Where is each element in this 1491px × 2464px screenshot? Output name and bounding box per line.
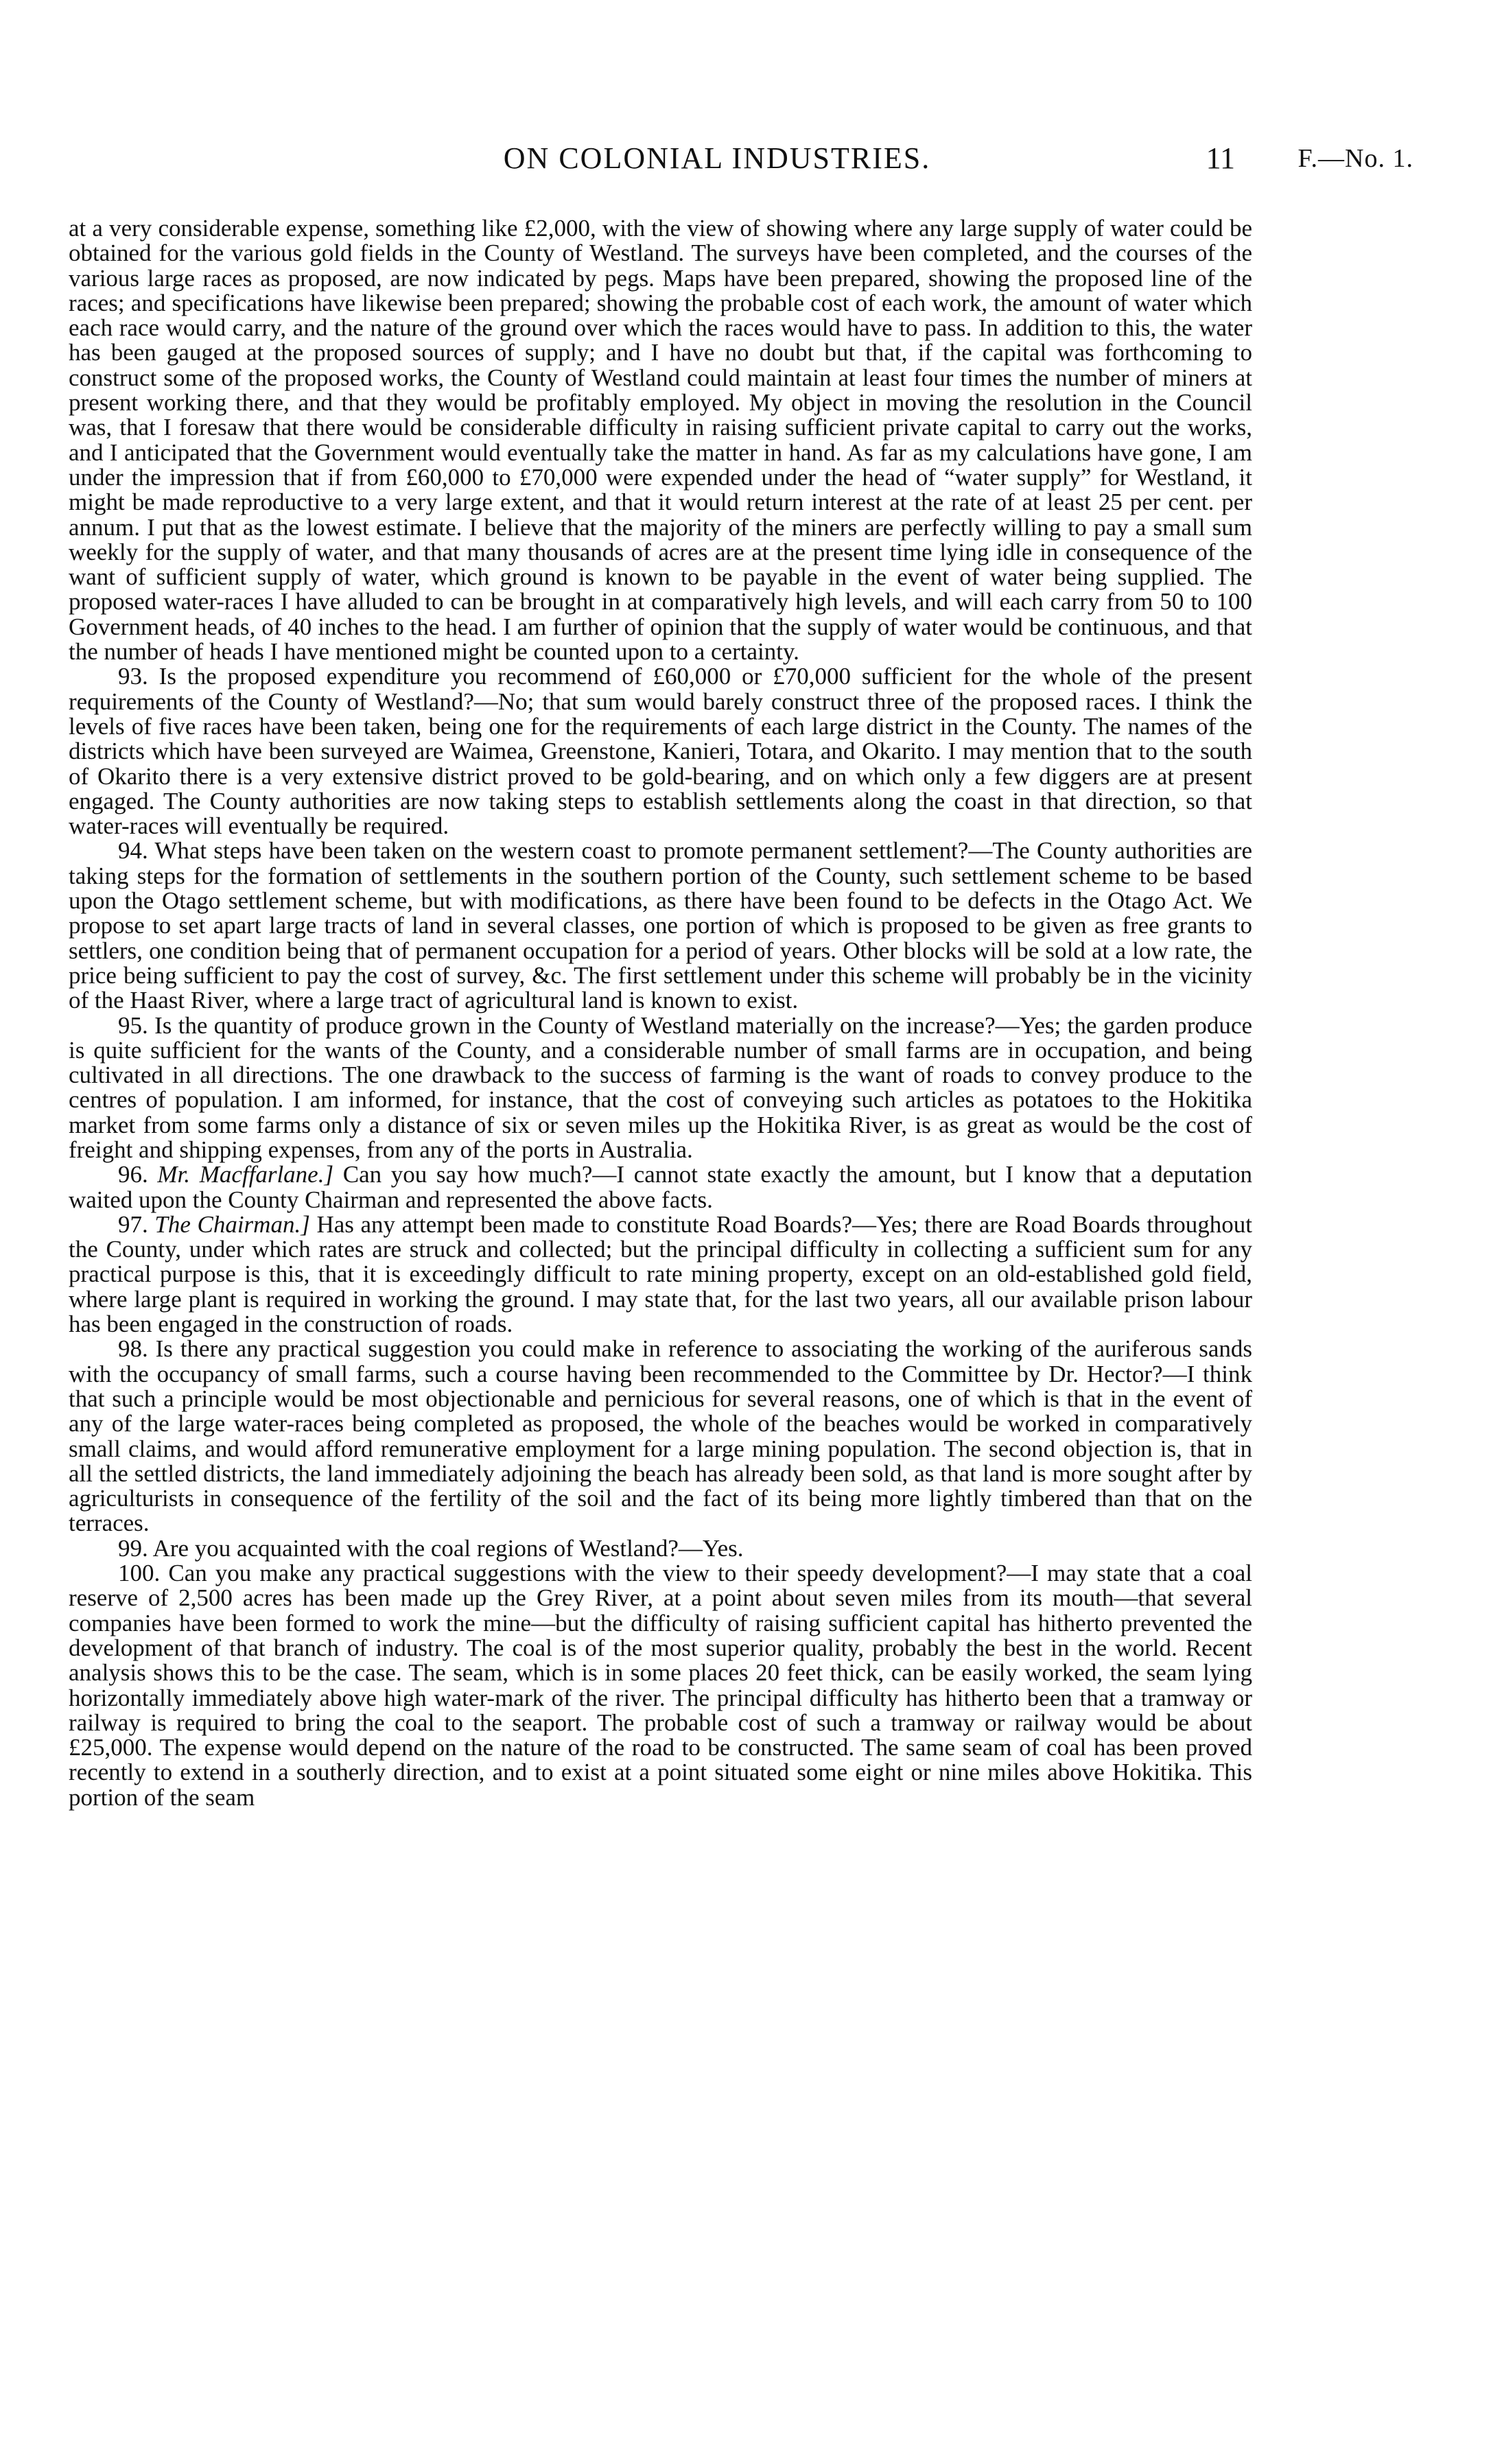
paragraph-text: Is the proposed expenditure you recommend of £60,000 or £70,000 sufficient for the whole of the present requirements of the County of Westland?—No; that sum would barely construct three of the proposed races. I think the levels of five races have been taken, being one for the requirements of each large district in the County. The names of the districts which have been surveyed are Waimea, Greenstone, Kanieri, Totara, and Okarito. I may mention that to the south of Okarito there is a very extensive district proved to be gold-bearing, and on which only a few diggers are at present engaged. The County authorities are now taking steps to establish settlements along the coast in that direction, so that water-races will eventually be required. (69, 663, 1253, 840)
question-number: 99. (118, 1534, 148, 1562)
page-number: 11 (1206, 141, 1235, 175)
paragraph-text: Is there any practical suggestion you could make in reference to associating the working of the auriferous sands with the occupancy of small farms, such a course having been recommended to the Committee by Dr. Hector?—I think that such a principle would be most objectionable and pernicious for several reasons, one of which is that in the event of any of the large water-races being completed as proposed, the whole of the beaches would be worked in comparatively small claims, and would afford remunerative employment for a large mining population. The second objection is, that in all the settled districts, the land immediately adjoining the beach has already been sold, as that land is more sought after by agriculturists in consequence of the fertility of the soil and the fact of its being more lightly timbered than that on the terraces. (69, 1335, 1253, 1537)
question-100 (69, 1561, 1252, 1810)
question-number: 94. (118, 837, 148, 865)
paragraph-text: at a very considerable expense, something like £2,000, with the view of showing where any large supply of water could be obtained for the various gold fields in the County of Westland. The surveys have been completed, and the courses of the various large races as proposed, are now indicated by pegs. Maps have been prepared, showing the proposed line of the races; and specifications have likewise been prepared; showing the probable cost of each work, the amount of water which each race would carry, and the nature of the ground over which the races would have to pass. In addition to this, the water has been gauged at the proposed sources of supply; and I have no doubt but that, if the capital was forthcoming to construct some of the proposed works, the County of Westland could maintain at least four times the number of miners at present working there, and that they would be profitably employed. My object in moving the resolution in the Council was, that I foresaw that there would be considerable difficulty in raising sufficient private capital to carry out the works, and I anticipated that the Government would eventually take the matter in hand. As far as my calculations have gone, I am under the impression that if from £60,000 to £70,000 were expended under the head of “water supply” for Westland, it might be made reproductive to a very large extent, and that it would return interest at the rate of at least 25 per cent. per annum. I put that as the lowest estimate. I believe that the majority of the miners are perfectly willing to pay a small sum weekly for the supply of water, and that many thousands of acres are at the present time lying idle in consequence of the want of sufficient supply of water, which ground is known to be payable in the event of water being supplied. The proposed water-races I have alluded to can be brought in at comparatively high levels, and will each carry from 50 to 100 Government heads, of 40 inches to the head. I am further of opinion that the supply of water would be continuous, and that the number of heads I have mentioned might be counted upon to a certainty. (69, 215, 1252, 666)
question-93 (69, 664, 1252, 838)
question-97 (69, 1212, 1252, 1337)
question-number: 95. (118, 1011, 148, 1039)
paragraph-text: What steps have been taken on the western coast to promote permanent settlement?—The County authorities are taking steps for the formation of settlements in the southern portion of the County, such settlement scheme to be based upon the Otago settlement scheme, but with modifications, as there have been found to be defects in the Otago Act. We propose to set apart large tracts of land in several classes, one portion of which is proposed to be given as free grants to settlers, one condition being that of permanent occupation for a period of years. Other blocks will be sold at a low rate, the price being sufficient to pay the cost of survey, &c. The first settlement under this scheme will probably be in the vicinity of the Haast River, where a large tract of agricultural land is known to exist. (69, 837, 1252, 1014)
question-number: 96. (118, 1161, 148, 1188)
paragraph-text: Can you make any practical suggestions with the view to their speedy development?—I may state that a coal reserve of 2,500 acres has been made up the Grey River, at a point about seven miles from its mouth—that several companies have been formed to work the mine—but the difficulty of raising sufficient capital has hitherto prevented the development of that branch of industry. The coal is of the most superior quality, probably the best in the world. Recent analysis shows this to be the case. The seam, which is in some places 20 feet thick, can be easily worked, the seam lying horizontally immediately above high water-mark of the river. The principal difficulty has hitherto been that a tramway or railway is required to bring the coal to the seaport. The probable cost of such a tramway or railway would be about £25,000. The expense would depend on the nature of the road to be constructed. The same seam of coal has been proved recently to extend in a southerly direction, and to exist at a point situated some eight or nine miles above Hokitika. This portion of the seam (69, 1560, 1253, 1811)
question-94 (69, 838, 1252, 1013)
question-number: 98. (118, 1335, 148, 1363)
question-number: 100. (118, 1560, 161, 1587)
paragraph-text: Are you acquainted with the coal regions of Westland?—Yes. (152, 1534, 744, 1562)
speaker-name: The Chairman.] (154, 1210, 310, 1238)
minutes-of-evidence-text (69, 216, 1252, 1810)
paragraph-text: Has any attempt been made to constitute Road Boards?—Yes; there are Road Boards throughout the County, under which rates are struck and collected; but the principal difficulty in collecting a sufficient sum for any practical purpose is this, that it is exceedingly difficult to rate mining property, except on an old-established gold field, where large plant is required in working the ground. I may state that, for the last two years, all our available prison labour has been engaged in the construction of roads. (69, 1210, 1253, 1338)
paragraph-text: Can you say how much?—I cannot state exactly the amount, but I know that a deputation waited upon the County Chairman and represented the above facts. (69, 1161, 1253, 1213)
paper-reference: F.—No. 1. (1298, 144, 1413, 173)
question-95 (69, 1013, 1252, 1163)
question-number: 93. (118, 663, 148, 690)
speaker-name: Mr. Macffarlane.] (157, 1161, 334, 1188)
page-header (69, 141, 1413, 182)
paragraph-text: Is the quantity of produce grown in the County of Westland materially on the increase?—Yes; the garden produce is quite sufficient for the wants of the County, and a considerable number of small farms are in occupation, and being cultivated in all directions. The one drawback to the success of farming is the want of roads to convey produce to the centres of population. I am informed, for instance, that the cost of conveying such articles as potatoes to the Hokitika market from some farms only a distance of six or seven miles up the Hokitika River, is as great as would be the cost of freight and shipping expenses, from any of the ports in Australia. (69, 1011, 1253, 1163)
question-98 (69, 1337, 1252, 1536)
running-title: ON COLONIAL INDUSTRIES. (503, 141, 931, 175)
question-96 (69, 1162, 1252, 1212)
question-number: 97. (118, 1210, 148, 1238)
question-99 (69, 1536, 1252, 1561)
paragraph-continued (69, 216, 1252, 664)
